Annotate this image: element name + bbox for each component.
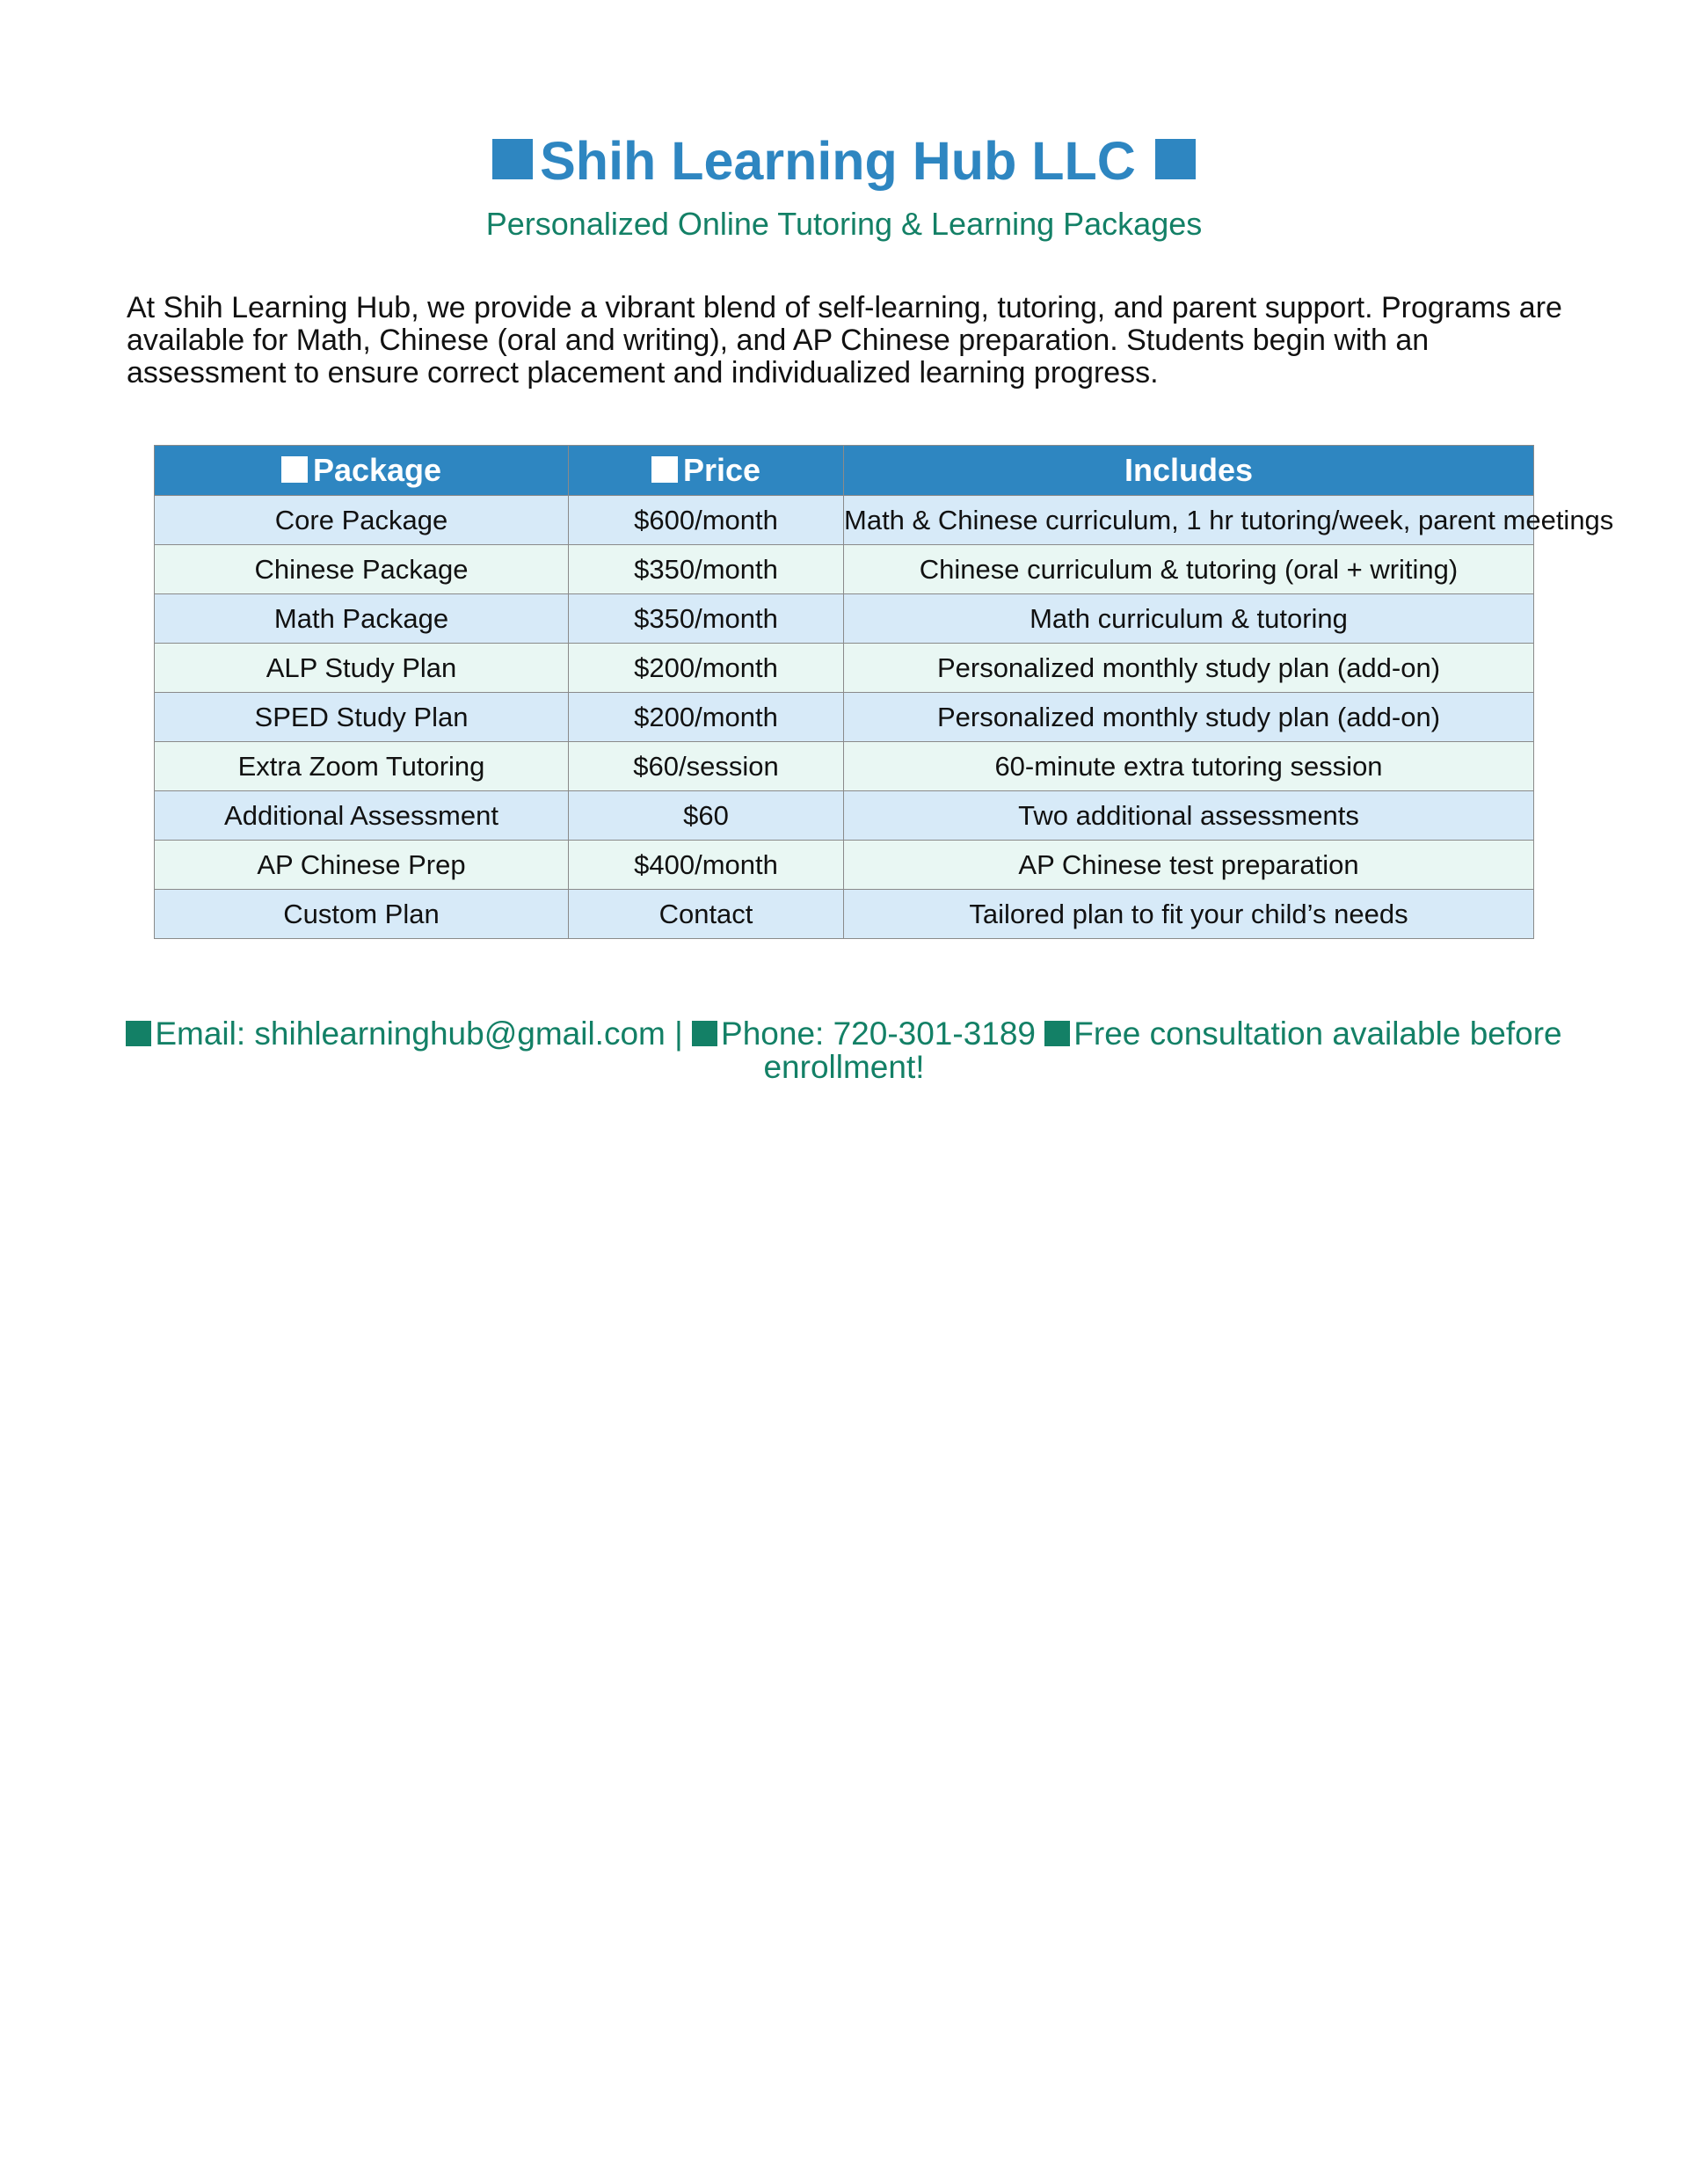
includes-cell: 60-minute extra tutoring session [844,742,1534,791]
package-cell: Extra Zoom Tutoring [155,742,569,791]
package-cell: Core Package [155,496,569,545]
package-cell: ALP Study Plan [155,644,569,693]
header-package: Package [155,446,569,496]
square-bullet-icon [1155,139,1196,179]
price-cell: $600/month [569,496,844,545]
header-price: Price [569,446,844,496]
square-bullet-icon [1044,1021,1070,1046]
table-row [155,594,1534,644]
header-includes: Includes [844,446,1534,496]
package-cell: AP Chinese Prep [155,841,569,890]
package-cell: Chinese Package [155,545,569,594]
price-cell: $350/month [569,594,844,644]
packages-table [154,445,1614,939]
table-row [155,890,1534,939]
square-bullet-icon [651,456,678,483]
price-cell: $60 [569,791,844,841]
table-row [155,644,1534,693]
includes-cell: Two additional assessments [844,791,1534,841]
page-subtitle: Personalized Online Tutoring & Learning Packages [485,206,1203,242]
table-row [155,693,1534,742]
includes-cell: Personalized monthly study plan (add-on) [844,644,1534,693]
consultation-note: Free consultation available before enrollment! [763,1016,1562,1085]
includes-cell: AP Chinese test preparation [844,841,1534,890]
price-cell: $350/month [569,545,844,594]
price-cell: $60/session [569,742,844,791]
contact-phone: Phone: 720-301-3189 [721,1016,1036,1052]
table-header-row [155,446,1534,496]
package-cell: SPED Study Plan [155,693,569,742]
price-cell: $400/month [569,841,844,890]
square-bullet-icon [281,456,308,483]
table-row [155,742,1534,791]
table-row [155,791,1534,841]
page-title [0,126,1688,196]
includes-cell: Math curriculum & tutoring [844,594,1534,644]
contact-email: Email: shihlearninghub@gmail.com | [155,1016,683,1052]
contact-footer [123,1017,1565,1084]
price-cell: $200/month [569,693,844,742]
package-cell: Additional Assessment [155,791,569,841]
price-cell: $200/month [569,644,844,693]
square-bullet-icon [692,1021,717,1046]
includes-cell: Tailored plan to fit your child’s needs [844,890,1534,939]
table-row [155,496,1534,545]
title-text: Shih Learning Hub LLC [540,131,1136,191]
table-row [155,841,1534,890]
square-bullet-icon [126,1021,151,1046]
includes-cell: Chinese curriculum & tutoring (oral + writing) [844,545,1534,594]
table-row [155,545,1534,594]
intro-paragraph: At Shih Learning Hub, we provide a vibrant blend of self-learning, tutoring, and parent support. Programs are available for Math, Chinese (oral and writing), and AP Chinese preparation. Students begin with an assessment to ensure correct placement and individualized learning progress. [127,291,1562,389]
includes-cell: Math & Chinese curriculum, 1 hr tutoring/week, parent meetings [844,496,1534,545]
package-cell: Math Package [155,594,569,644]
package-cell: Custom Plan [155,890,569,939]
square-bullet-icon [492,139,533,179]
includes-cell: Personalized monthly study plan (add-on) [844,693,1534,742]
price-cell: Contact [569,890,844,939]
